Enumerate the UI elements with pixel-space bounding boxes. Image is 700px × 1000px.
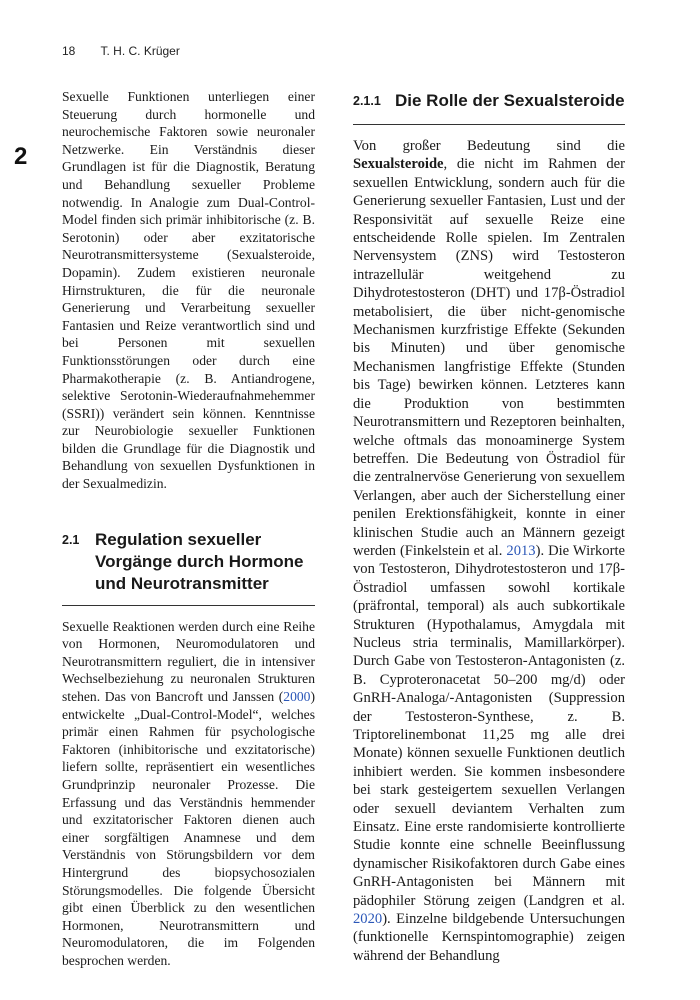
page-number: 18	[62, 44, 76, 58]
section-text-part: ) entwickelte „Dual-Control-Model“, welches primär einen Rahmen für psychologische Faktoren (inhibitorische und exzitatorische) liefern sollte, repräsentiert ein wesentliches Grundprinzip neuronaler Prozesse. Die Erfassung und das Verständnis hemmender und exzitatorischer Faktoren dienen auch einer sorgfältigen Anamnese und dem Verständnis von Störungsbildern vor dem Hintergrund des biopsychosozialen Störungsmodelles. Die folgende Übersicht gibt einen Überblick zu den wesentlichen Hormonen, Neurotransmittern und Neuromodulatoren, die im Folgenden besprochen werden.	[62, 689, 315, 968]
subsection-number: 2.1.1	[353, 94, 381, 108]
paragraph-text-part: ). Einzelne bildgebende Untersuchungen (funktionelle Kernspintomographie) zeigen während der Behandlung	[353, 911, 625, 964]
bold-term: Sexualsteroide	[353, 156, 444, 173]
intro-paragraph: Sexuelle Funktionen unterliegen einer Steuerung durch hormonelle und neurochemische Faktoren sowie neuronaler Netzwerke. Ein Verständnis dieser Grundlagen ist für die Diagnostik, Beratung und Behandlung sexueller Probleme notwendig. In Analogie zum Dual-Control-Model finden sich primär inhibitorische (z. B. Serotonin) oder aber exzitatorische Neurotransmittersysteme (Sexualsteroide, Dopamin). Zudem existieren neuronale Hirnstrukturen, die für die neuronale Generierung und Verarbeitung sexueller Fantasien und Reize verantwortlich sind und bei Personen mit sexuellen Funktionsstörungen oder durch eine Pharmakotherapie (z. B. Antiandrogene, selektive Serotonin-Wiederaufnahmehemmer (SSRI)) verändert sein können. Kenntnisse zur Neurobiologie sexueller Funktionen bilden die Grundlage für die Diagnostik und Behandlung von sexuellen Dysfunktionen in der Sexualmedizin.	[62, 89, 315, 492]
subsection-rule	[353, 124, 625, 125]
citation-link[interactable]: 2020	[353, 911, 383, 928]
right-column	[353, 88, 625, 965]
section-text-part: Sexuelle Reaktionen werden durch eine Reihe von Hormonen, Neuromodulatoren und Neurotransmittern reguliert, die in intensiver Wechselbeziehung zu neuronalen Strukturen stehen. Das von Bancroft und Janssen (	[62, 618, 315, 705]
subsection-title: Die Rolle der Sexualsteroide	[395, 91, 625, 110]
subsection-heading	[353, 88, 625, 114]
section-heading	[62, 529, 315, 595]
section-paragraph	[62, 618, 315, 970]
citation-link[interactable]: 2013	[506, 542, 536, 559]
paragraph-text-part: Von großer Bedeutung sind die	[353, 138, 625, 154]
running-head	[62, 44, 180, 58]
citation-link[interactable]: 2000	[283, 689, 311, 705]
paragraph-text-part: ). Die Wirkorte von Testosteron, Dihydrotestosteron und 17β-Östradiol umfassen sowohl kortikale (präfrontal, temporal) als auch subkortikale Strukturen (Hypothalamus, Amygdala mit Nucleus stria terminalis, Mamillarkörper). Durch Gabe von Testosteron-Antagonisten (z. B. Cyproteronacetat 50–200 mg/d) oder GnRH-Analoga/-Antagonisten (Suppression der Testosteron-Synthese, z. B. Triptorelinembonat 11,25 mg alle drei Monate) können sexuelle Funktionen deutlich inhibiert werden. Sie kommen insbesondere bei stark gesteigertem sexuellen Verlangen oder sexuell deviantem Verhalten zum Einsatz. Eine erste randomisierte kontrollierte Studie konnte eine schnelle Beeinflussung dynamischer Risikofaktoren durch Gabe eines GnRH-Antagonisten bei Männern mit pädophiler Störung zeigen (Landgren et al.	[353, 542, 625, 909]
section-rule	[62, 605, 315, 606]
left-column	[62, 88, 315, 970]
running-head-author: T. H. C. Krüger	[100, 44, 180, 58]
chapter-number-tab: 2	[14, 143, 28, 170]
section-title: Regulation sexueller Vorgänge durch Hormone und Neurotransmitter	[95, 529, 304, 593]
section-number: 2.1	[62, 532, 80, 547]
paragraph-text-part: , die nicht im Rahmen der sexuellen Entwicklung, sondern auch für die Generierung sexueller Fantasien, Lust und der Responsivität auf sexuelle Reize eine entscheidende Rolle spielen. Im Zentralen Nervensystem (ZNS) wird Testosteron intrazellulär weitgehend zu Dihydrotestosteron (DHT) und 17β-Östradiol metabolisiert, die über nicht-genomische Mechanismen kurzfristige Effekte (Sekunden bis Minuten) und über genomische Mechanismen langfristige Effekte (Stunden bis Tage) bewirken können. Letzteres kann die Produktion von bestimmten Neurotransmittern und Rezeptoren beinhalten, welche oftmals das monoaminerge System betreffen. Die Bedeutung von Östradiol für die zentralnervöse Generierung von sexuellem Verlangen, aber auch der Sicherstellung einer penilen Erektionsfähigkeit, konnte in einer klinischen Studie auch an Männern gezeigt werden (Finkelstein et al.	[353, 156, 625, 559]
subsection-paragraph	[353, 137, 625, 965]
